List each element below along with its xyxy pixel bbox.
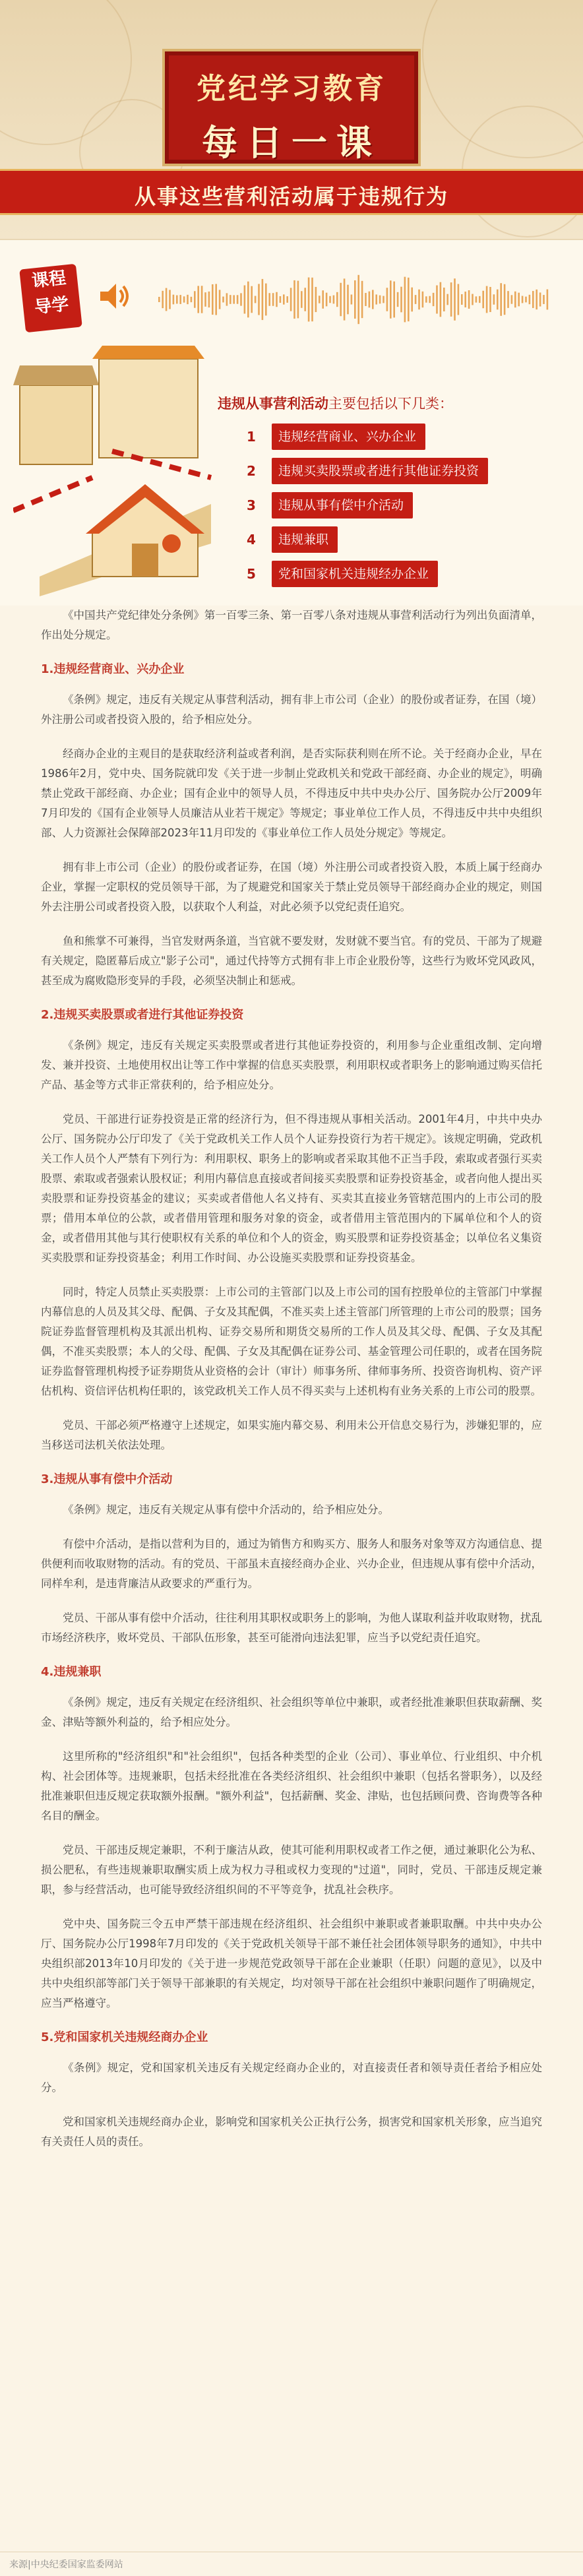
speaker-icon[interactable]	[96, 278, 132, 314]
waveform-bar	[386, 288, 388, 311]
waveform-bar	[504, 284, 506, 315]
section-heading: 5.党和国家机关违规经商办企业	[41, 2030, 208, 2044]
illustration-shops-house-icon	[13, 346, 224, 596]
paragraph: 《条例》规定，违反有关规定从事营利活动，拥有非上市公司（企业）的股份或者证券，在国（境）外注册公司或者投资入股的，给予相应处分。	[41, 693, 542, 726]
waveform-bar	[404, 277, 406, 323]
intro-paragraph: 《中国共产党纪律处分条例》第一百零三条、第一百零八条对违规从事营利活动行为列出负面清单，作出处分规定。	[41, 609, 542, 641]
waveform-bar	[344, 278, 346, 320]
waveform-bar	[493, 294, 495, 304]
waveform-bar	[315, 287, 317, 312]
waveform-bar	[204, 292, 206, 307]
waveform-bar	[212, 284, 214, 315]
waveform-bar	[268, 293, 270, 306]
waveform-bar	[197, 286, 199, 313]
waveform-bar	[390, 280, 392, 319]
waveform-bar	[507, 291, 509, 308]
waveform-bar	[301, 291, 303, 307]
list-title-key: 违规从事营利活动	[218, 396, 328, 412]
course-guide	[0, 239, 583, 606]
waveform-bar	[187, 295, 189, 304]
waveform-bar	[219, 290, 221, 309]
waveform-bar	[497, 290, 499, 310]
waveform-bar	[283, 294, 285, 304]
waveform-bar	[489, 287, 491, 312]
list-item-3: 违规从事有偿中介活动	[272, 492, 413, 518]
article-body	[0, 606, 583, 2166]
waveform-bar	[251, 286, 253, 313]
waveform-bar	[486, 286, 488, 313]
waveform-bar	[222, 297, 224, 303]
waveform-bar	[372, 290, 374, 309]
waveform-bar	[290, 288, 292, 311]
waveform-bar	[379, 296, 381, 304]
paragraph: 拥有非上市公司（企业）的股份或者证券，在国（境）外注册公司或者投资入股，本质上属于经商办企业，掌握一定职权的党员领导干部，为了规避党和国家关于禁止党员领导干部经商办企业的规定，则国外去注册公司或者投资入股，以获取个人利益，对此必须予以党纪责任追究。	[41, 861, 542, 913]
waveform-bar	[293, 280, 295, 319]
waveform-bar	[454, 278, 456, 321]
waveform-bar	[347, 285, 349, 315]
paragraph: 党员、干部进行证券投资是正常的经济行为，但不得违规从事相关活动。2001年4月，中共中央办公厅、国务院办公厅印发了《关于党政机关工作人员个人证券投资行为若干规定》。该规定明确，党政机关工作人员个人严禁有下列行为：利用职权、职务上的影响或者采取其他不正当手段，索取或者强行买卖股票、索取或者强索认股权证；利用内幕信息直接或者间接买卖股票和证券投资基金，或者向他人提出买卖股票和证券投资基金的建议；买卖或者借他人名义持有、买卖其直接业务管辖范围内的上市公司的股票；借用本单位的公款，或者借用管理和服务对象的资金，或者借用主管范围内的下属单位和个人的资金，或者借用其他与其行使职权有关系的单位和个人的资金，购买股票和证券投资基金；以单位名义集资买卖股票和证券投资基金；利用工作时间、办公设施买卖股票和证券投资基金。	[41, 1113, 542, 1264]
waveform-bar	[272, 293, 274, 306]
waveform-bar	[326, 293, 328, 307]
paragraph: 党员、干部从事有偿中介活动，往往利用其职权或职务上的影响，为他人谋取利益并收取财物，扰乱市场经济秩序，败坏党员、干部队伍形象，甚至可能滑向违法犯罪，应当予以党纪责任追究。	[41, 1612, 542, 1644]
waveform-bar	[244, 285, 246, 313]
waveform-bar	[233, 295, 235, 303]
waveform-bar	[547, 290, 549, 310]
waveform-bar	[237, 295, 239, 303]
waveform-bar	[176, 296, 178, 304]
waveform-bar	[422, 292, 424, 307]
waveform-bar	[361, 281, 363, 318]
waveform-bar	[280, 296, 282, 303]
title-box	[165, 51, 418, 164]
list-title-rest: 主要包括以下几类：	[328, 396, 453, 412]
waveform-bar	[383, 296, 384, 303]
badge-line2: 导学	[33, 294, 70, 318]
paragraph: 鱼和熊掌不可兼得，当官发财两条道，当官就不要发财，发财就不要当官。有的党员、干部为了规避有关规定，隐匿幕后成立"影子公司"，通过代持等方式拥有非上市企业股份等，这些行为败坏党风政风，甚至成为腐败隐形变异的手段，必须坚决制止和惩戒。	[41, 935, 542, 987]
waveform-bar	[518, 293, 520, 307]
waveform-bar	[162, 291, 164, 308]
waveform-bar	[525, 297, 527, 303]
waveform-bar	[230, 295, 231, 304]
title-line1: 党纪学习教育	[197, 72, 386, 106]
list-item-5: 党和国家机关违规经办企业	[272, 561, 438, 587]
paragraph: 《条例》规定，违反有关规定买卖股票或者进行其他证券投资的，利用参与企业重组改制、定向增发、兼并投资、土地使用权出让等工作中掌握的信息买卖股票，利用职权或者职务上的影响通过购买信托产品、基金等方式非正常获利的，给予相应处分。	[41, 1039, 542, 1091]
waveform-bar	[436, 286, 438, 314]
waveform-bar	[357, 275, 359, 324]
waveform-bar	[446, 294, 448, 305]
waveform-bar	[354, 280, 356, 319]
waveform-bar	[333, 296, 335, 304]
waveform-bar	[173, 295, 175, 305]
list-item-4: 违规兼职	[272, 526, 338, 553]
waveform-bar	[208, 292, 210, 307]
waveform-bar	[365, 293, 367, 306]
waveform-bar	[440, 282, 442, 317]
waveform-bar	[443, 288, 445, 311]
waveform-bar	[201, 286, 203, 313]
paragraph: 有偿中介活动，是指以营利为目的，通过为销售方和购买方、服务人和服务对象等双方沟通信息、提供便利而收取财物的活动。有的党员、干部虽未直接经商办企业、兴办企业，但违规从事有偿中介活动，同样牟利，是违背廉洁从政要求的严重行为。	[41, 1538, 542, 1590]
paragraph: 《条例》规定，党和国家机关违反有关规定经商办企业的，对直接责任者和领导责任者给予相应处分。	[41, 2061, 542, 2094]
audio-waveform-icon	[158, 267, 554, 332]
waveform-bar	[166, 288, 168, 311]
waveform-bar	[450, 282, 452, 317]
list-item-number: 1	[247, 429, 256, 445]
source-footer	[0, 2552, 583, 2576]
waveform-bar	[258, 284, 260, 315]
waveform-bar	[522, 296, 524, 303]
waveform-bar	[265, 284, 267, 316]
section-heading: 2.违规买卖股票或者进行其他证券投资	[41, 1008, 244, 1022]
waveform-bar	[375, 294, 377, 304]
section-heading: 4.违规兼职	[41, 1665, 102, 1679]
paragraph: 《条例》规定，违反有关规定从事有偿中介活动的，给予相应处分。	[63, 1503, 389, 1516]
waveform-bar	[311, 278, 313, 321]
waveform-bar	[194, 291, 196, 307]
section-heading: 3.违规从事有偿中介活动	[41, 1472, 173, 1486]
list-item-2: 违规买卖股票或者进行其他证券投资	[272, 458, 488, 484]
list-item-number: 5	[247, 566, 256, 582]
waveform-bar	[479, 296, 481, 303]
waveform-bar	[429, 296, 431, 303]
waveform-bar	[543, 295, 545, 304]
waveform-bar	[433, 293, 435, 306]
waveform-bar	[191, 297, 193, 302]
waveform-bar	[247, 282, 249, 318]
waveform-bar	[255, 296, 257, 303]
waveform-bar	[393, 282, 395, 318]
waveform-bar	[397, 292, 399, 307]
section-heading: 1.违规经营商业、兴办企业	[41, 662, 185, 676]
waveform-bar	[226, 293, 228, 305]
waveform-bar	[482, 291, 484, 308]
waveform-bar	[319, 296, 321, 303]
waveform-bar	[425, 296, 427, 302]
waveform-bar	[158, 297, 160, 302]
paragraph: 《条例》规定，违反有关规定在经济组织、社会组织等单位中兼职，或者经批准兼职但获取薪酬、奖金、津贴等额外利益的，给予相应处分。	[41, 1696, 542, 1728]
waveform-bar	[286, 296, 288, 303]
paragraph: 党员、干部必须严格遵守上述规定，如果实施内幕交易、利用未公开信息交易行为，涉嫌犯罪的，应当移送司法机关依法处理。	[41, 1419, 542, 1451]
list-item-number: 4	[247, 532, 256, 548]
waveform-bar	[461, 294, 463, 305]
paragraph: 这里所称的"经济组织"和"社会组织"，包括各种类型的企业（公司）、事业单位、行业组织、中介机构、社会团体等。违规兼职，包括未经批准在各类经济组织、社会组织中兼职（包括名誉职务），以及经批准兼职但违反规定获取额外报酬。"额外利益"，包括薪酬、奖金、津贴，也包括顾问费、咨询费等各种名目的酬金。	[41, 1750, 542, 1822]
waveform-bar	[215, 284, 217, 315]
header-banner	[0, 0, 583, 239]
waveform-bar	[468, 290, 470, 309]
waveform-bar	[529, 295, 531, 304]
list-item-number: 3	[247, 497, 256, 513]
paragraph: 经商办企业的主观目的是获取经济利益或者利润，是否实际获利则在所不论。关于经商办企业，早在1986年2月，党中央、国务院就印发《关于进一步制止党政机关和党政干部经商、办企业的规定》，明确禁止党政干部经商、办企业；国有企业中的领导人员，不得违反中共中央办公厅、国务院办公厅2009年7月印发的《国有企业领导人员廉洁从业若干规定》等规定；事业单位工作人员，不得违反中共中央组织部、人力资源社会保障部2023年11月印发的《事业单位工作人员处分规定》等规定。	[41, 747, 542, 839]
paragraph: 党员、干部违反规定兼职，不利于廉洁从政，使其可能利用职权或者工作之便，通过兼职化公为私、损公肥私，有些违规兼职取酬实质上成为权力寻租或权力变现的"过道"，同时，党员、干部违反规定兼职，参与经营活动，也可能导致经济组织间的不平等竞争，扰乱社会秩序。	[41, 1844, 542, 1896]
course-guide-badge	[19, 264, 82, 332]
list-item-1: 违规经营商业、兴办企业	[272, 424, 425, 450]
waveform-bar	[536, 290, 537, 309]
waveform-bar	[415, 295, 417, 304]
waveform-bar	[304, 288, 306, 311]
paragraph: 党和国家机关违规经商办企业，影响党和国家机关公正执行公务，损害党和国家机关形象，应当追究有关责任人员的责任。	[41, 2116, 542, 2148]
waveform-bar	[418, 290, 420, 309]
paragraph: 党中央、国务院三令五申严禁干部违规在经济组织、社会组织中兼职或者兼职取酬。中共中央办公厅、国务院办公厅1998年7月印发的《关于党政机关领导干部不兼任社会团体领导职务的通知》，中共中央组织部2013年10月印发的《关于进一步规范党政领导干部在企业兼职（任职）问题的意见》，以及中共中央组织部等部门关于领导干部兼职的有关规定，均对领导干部在社会组织中兼职问题作了明确规定，应当严格遵守。	[41, 1918, 542, 2009]
waveform-bar	[514, 292, 516, 307]
waveform-bar	[411, 288, 413, 312]
waveform-bar	[179, 295, 181, 304]
waveform-bar	[532, 291, 534, 308]
waveform-bar	[408, 278, 410, 321]
waveform-bar	[340, 283, 342, 317]
waveform-bar	[262, 279, 264, 320]
lesson-title: 从事这些营利活动属于违规行为	[134, 184, 448, 209]
waveform-bar	[400, 287, 402, 313]
waveform-bar	[458, 284, 460, 315]
waveform-bar	[336, 292, 338, 307]
list-item-number: 2	[247, 463, 256, 479]
waveform-bar	[297, 281, 299, 319]
waveform-bar	[539, 292, 541, 306]
paragraph: 同时，特定人员禁止买卖股票：上市公司的主管部门以及上市公司的国有控股单位的主管部门中掌握内幕信息的人员及其父母、配偶、子女及其配偶，不准买卖上述主管部门所管理的上市公司的股票；国务院证券监督管理机构及其派出机构、证券交易所和期货交易所的工作人员及其父母、配偶、子女及其配偶，不准买卖股票；本人的父母、配偶、子女及其配偶在证券公司、基金管理公司任职的，或者在国务院证券监督管理机构授予证券期货从业资格的会计（审计）师事务所、律师事务所、投资咨询机构、资产评估机构、资信评估机构任职的，该党政机关工作人员不得买卖与上述机构有业务关系的上市公司的股票。	[41, 1286, 542, 1397]
waveform-bar	[511, 295, 513, 303]
subject-ribbon	[0, 169, 583, 215]
waveform-bar	[276, 292, 278, 307]
list-title	[218, 393, 453, 413]
waveform-bar	[308, 278, 310, 322]
waveform-bar	[322, 290, 324, 309]
waveform-bar	[476, 296, 477, 302]
badge-line1: 课程	[30, 268, 67, 292]
title-line2: 每日一课	[202, 121, 381, 164]
waveform-bar	[500, 283, 502, 316]
source-text: 来源|中央纪委国家监委网站	[9, 2560, 123, 2570]
waveform-bar	[351, 295, 353, 305]
waveform-bar	[464, 292, 466, 307]
waveform-bar	[369, 292, 371, 308]
waveform-bar	[329, 296, 331, 303]
waveform-bar	[169, 290, 171, 309]
waveform-bar	[240, 293, 242, 305]
waveform-bar	[472, 294, 474, 305]
waveform-bar	[183, 296, 185, 302]
